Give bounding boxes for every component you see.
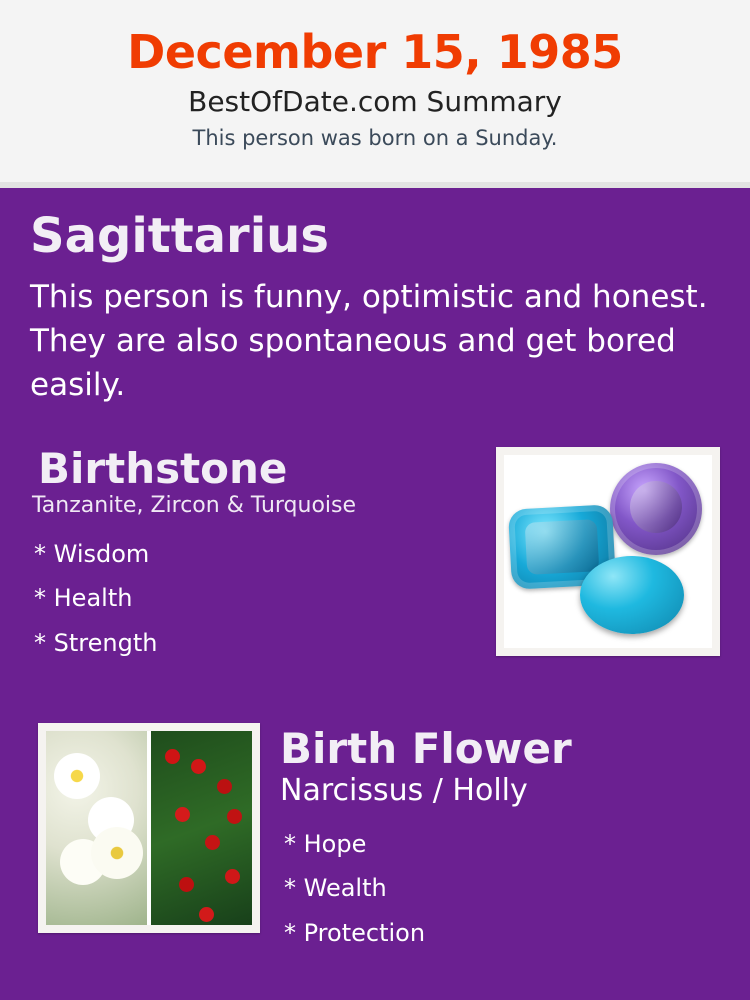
birthstone-title: Birthstone (38, 443, 288, 493)
turquoise-gem-icon (580, 556, 684, 634)
page-title: December 15, 1985 (127, 25, 623, 79)
zodiac-sign-title: Sagittarius (30, 208, 329, 264)
list-item: * Wisdom (34, 539, 150, 568)
content-body (0, 188, 750, 955)
birthstone-photo-inner (504, 455, 712, 648)
birth-flower-section (30, 723, 720, 955)
birthstone-names: Tanzanite, Zircon & Turquoise (32, 492, 357, 518)
list-item: * Strength (34, 628, 158, 657)
birthstone-gems-photo (496, 447, 720, 656)
list-item: * Health (34, 584, 133, 613)
birth-day-note: This person was born on a Sunday. (192, 125, 558, 150)
birth-flower-text (280, 723, 720, 955)
birth-flower-title: Birth Flower (280, 723, 572, 773)
header (0, 0, 750, 182)
birth-flower-photo (38, 723, 260, 933)
birth-flower-names: Narcissus / Holly (280, 772, 528, 808)
holly-berries-icon (151, 731, 252, 925)
birth-flower-photo-inner (46, 731, 252, 925)
birthstone-text (30, 443, 480, 665)
tanzanite-gem-icon (610, 463, 702, 555)
zodiac-section (30, 210, 720, 407)
birth-flower-traits-list (280, 822, 720, 955)
birthstone-section (30, 443, 720, 687)
list-item: * Wealth (284, 874, 387, 903)
site-summary-label: BestOfDate.com Summary (188, 84, 562, 118)
birthstone-traits-list (30, 532, 480, 665)
zodiac-description: This person is funny, optimistic and honest. They are also spontaneous and get bored easily. (30, 278, 708, 403)
list-item: * Protection (284, 918, 426, 947)
narcissus-flower-icon (46, 731, 147, 925)
list-item: * Hope (284, 829, 367, 858)
